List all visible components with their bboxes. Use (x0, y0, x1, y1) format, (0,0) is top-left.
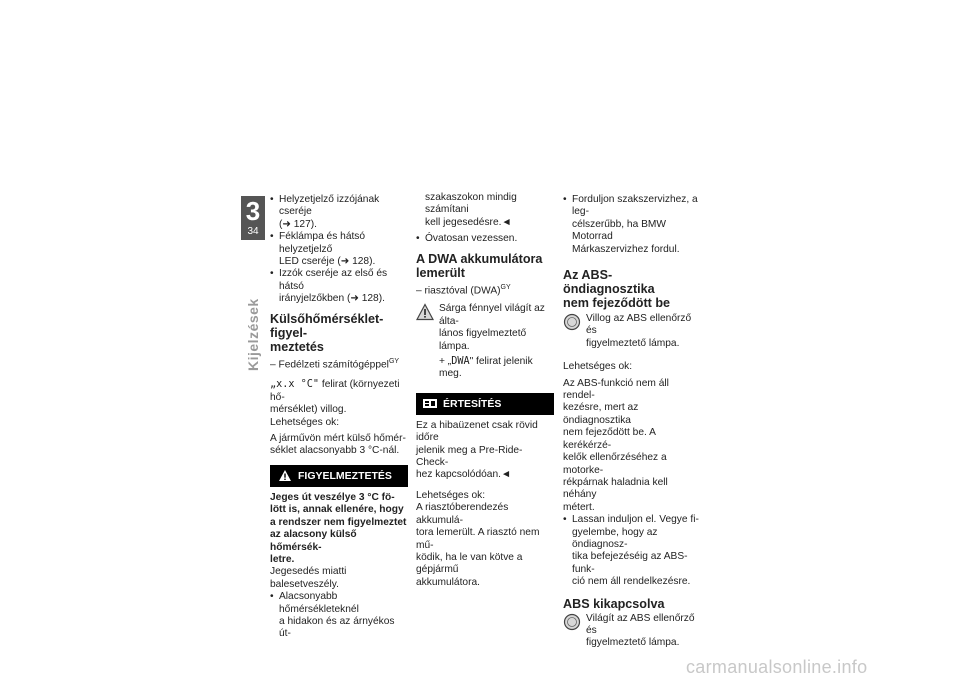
equipment-note: – riasztóval (DWA)$^{GY}$ (416, 283, 511, 297)
cause-label: Lehetséges ok: (563, 361, 633, 373)
note-label: ÉRTESÍTÉS (443, 397, 502, 410)
watermark: carmanualsonline.info (686, 657, 868, 677)
column-2 (416, 192, 554, 589)
abs-warning-light-icon (563, 313, 581, 331)
display-message: „x.x °C" felirat (környezeti hő- mérséklet) villog. (270, 379, 400, 416)
indicator-text: Villog az ABS ellenőrző és figyelmeztető lámpa. (586, 313, 692, 349)
page-number: 34 (247, 226, 259, 237)
equipment-note: – Fedélzeti számítógéppel$^{GY}$ (270, 357, 400, 371)
warning-triangle-icon (278, 469, 292, 482)
indicator-row (563, 613, 701, 650)
indicator-text: Sárga fénnyel világít az álta- lános figyelmeztető lámpa. (439, 303, 545, 352)
list-item: • Óvatosan vezessen. (416, 233, 554, 245)
note-banner (416, 393, 554, 415)
section-heading: ABS kikapcsolva (563, 596, 665, 611)
abs-warning-light-icon (563, 613, 581, 631)
cause-text: Az ABS-funkció nem áll rendel- kezésre, mert az öndiagnosztika nem fejeződött be. A kerékérzé- kelők ellenőrzéséhez a motorke- rékpárnak haladnia kell néhány métert. (563, 377, 669, 513)
warning-banner (270, 465, 408, 487)
chapter-label: Kijelzések (245, 298, 261, 371)
section-heading: A DWA akkumulátora lemerült (416, 251, 543, 280)
chapter-tab (241, 196, 265, 240)
warning-text: Jeges út veszélye 3 °C fö- lött is, annak ellenére, hogy a rendszer nem figyelmeztet az alacsony külső hőmérsék- letre. (270, 491, 407, 565)
cause-text: A riasztóberendezés akkumulá- tora lemerült. A riasztó nem mű- ködik, ha le van kötve a gépjármű akkumulátora. (416, 502, 540, 588)
list-item: • Izzók cseréje az első és hátsó irányjelzőkben (➜ 128). (270, 268, 408, 305)
column-1 (270, 194, 408, 641)
list-item: • Forduljon szakszervizhez, a leg- célszerűbb, ha BMW Motorrad Márkaszervizhez fordul. (563, 194, 701, 256)
list-item: • Lassan induljon el. Vegye fi- gyelembe, hogy az öndiagnosz- tika befejezéséig az ABS-funk- ció nem áll rendelkezésre. (563, 514, 701, 588)
cause-label: Lehetséges ok: (270, 416, 340, 428)
note-text: Ez a hibaüzenet csak rövid időre jelenik meg a Pre-Ride-Check- hez kapcsolódóan.◄ (416, 419, 538, 481)
general-warning-light-icon (416, 303, 434, 321)
cause-text: A járművön mért külső hőmér- séklet alacsonyabb 3 °C-nál. (270, 433, 406, 457)
cause-label: Lehetséges ok: (416, 489, 486, 501)
list-item-continued: szakaszokon mindig számítani kell jegesedésre.◄ (425, 192, 517, 228)
indicator-row (416, 303, 554, 353)
list-item: • Helyzetjelző izzójának cseréje (➜ 127). (270, 194, 408, 231)
warning-consequence: Jegesedés miatti balesetveszély. (270, 566, 347, 590)
indicator-text: Világít az ABS ellenőrző és figyelmeztető lámpa. (586, 612, 695, 649)
column-3 (563, 194, 701, 653)
display-message: + „DWA" felirat jelenik meg. (439, 356, 533, 380)
section-heading: Az ABS-öndiagnosztika nem fejeződött be (563, 268, 671, 311)
list-item: • Alacsonyabb hőmérsékleteknél a hidakon és az árnyékos út- (270, 591, 408, 641)
warning-label: FIGYELMEZTETÉS (298, 469, 392, 482)
indicator-row (563, 313, 701, 350)
list-item: • Féklámpa és hátsó helyzetjelző LED cseréje (➜ 128). (270, 231, 408, 268)
section-heading: Külsőhőmérséklet-figyel- meztetés (270, 311, 384, 354)
note-icon (422, 397, 438, 410)
chapter-number: 3 (245, 196, 261, 226)
